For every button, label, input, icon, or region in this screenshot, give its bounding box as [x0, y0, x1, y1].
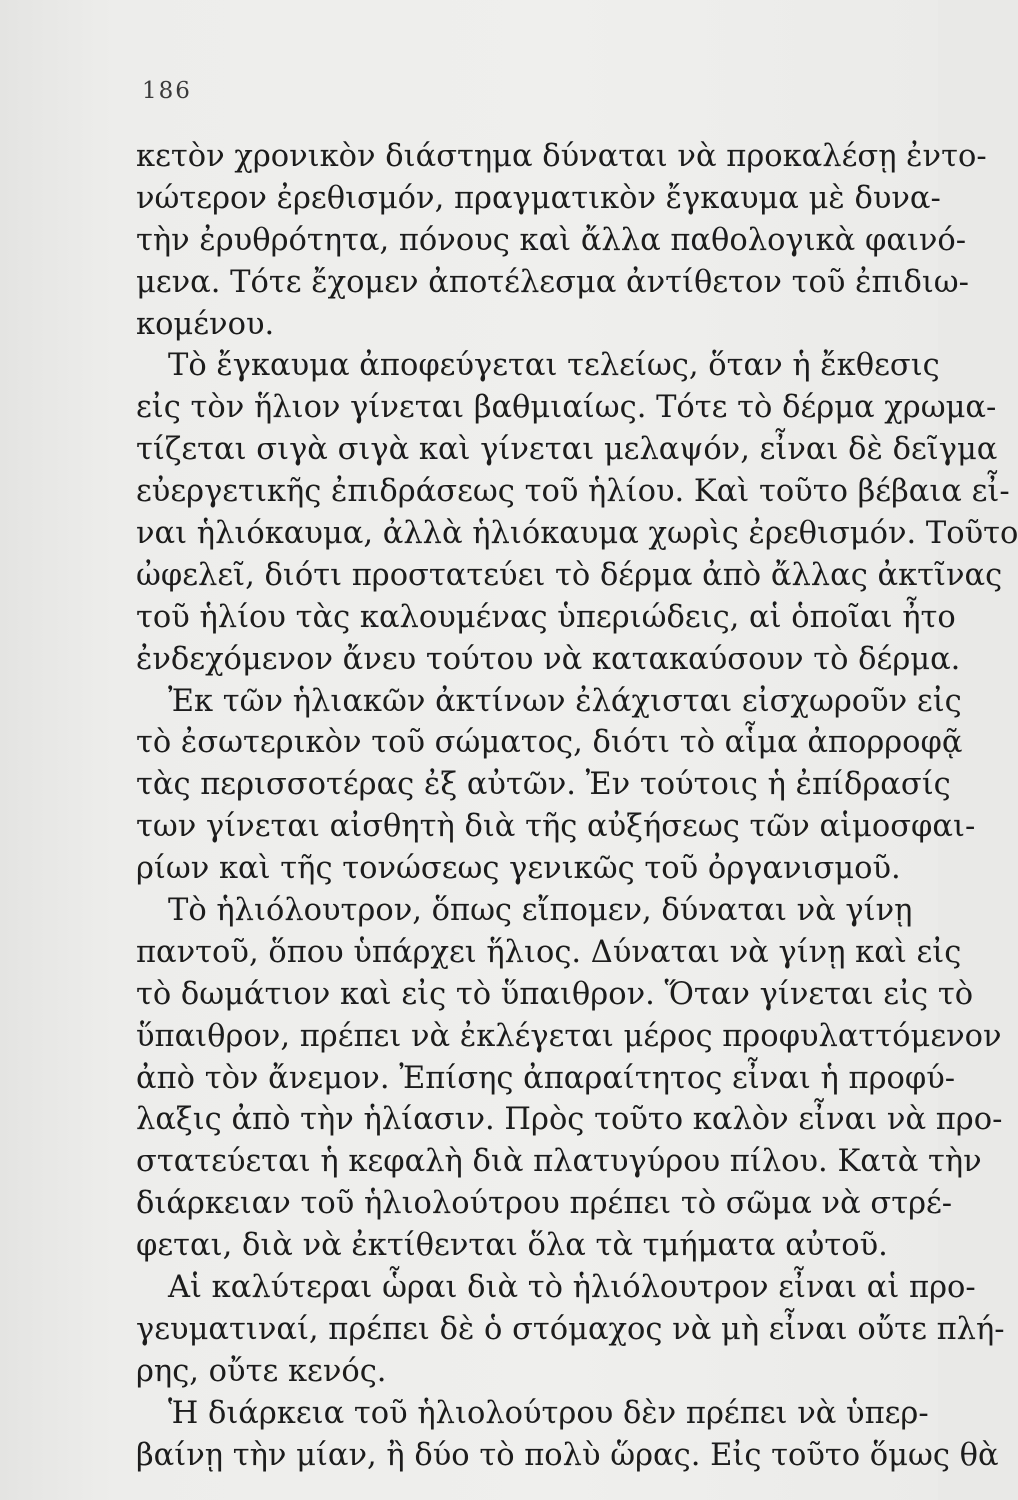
text-line: τὰς περισσοτέρας ἐξ αὐτῶν. Ἐν τούτοις ἡ ἐπίδρασίς: [136, 767, 951, 803]
text-line: εὐεργετικῆς ἐπιδράσεως τοῦ ἡλίου. Καὶ τοῦτο βέβαια εἶ-: [136, 474, 1010, 510]
text-line: διάρκειαν τοῦ ἡλιολούτρου πρέπει τὸ σῶμα νὰ στρέ-: [136, 1186, 953, 1222]
text-line: ρίων καὶ τῆς τονώσεως γενικῶς τοῦ ὀργανισμοῦ.: [136, 851, 901, 887]
text-line: Τὸ ἡλιόλουτρον, ὅπως εἴπομεν, δύναται νὰ γίνῃ: [168, 893, 913, 929]
text-line: Τὸ ἔγκαυμα ἀποφεύγεται τελείως, ὅταν ἡ ἔκθεσις: [168, 348, 940, 384]
text-line: τοῦ ἡλίου τὰς καλουμένας ὑπεριώδεις, αἱ ὁποῖαι ἦτο: [136, 599, 956, 635]
text-line: Ἐκ τῶν ἡλιακῶν ἀκτίνων ἐλάχισται εἰσχωροῦν εἰς: [168, 683, 962, 719]
text-line: τὴν ἐρυθρότητα, πόνους καὶ ἄλλα παθολογικὰ φαινό-: [136, 222, 967, 258]
text-line: παντοῦ, ὅπου ὑπάρχει ἥλιος. Δύναται νὰ γίνῃ καὶ εἰς: [136, 934, 962, 970]
text-line: Αἱ καλύτεραι ὧραι διὰ τὸ ἡλιόλουτρον εἶναι αἱ προ-: [168, 1270, 976, 1306]
text-line: νώτερον ἐρεθισμόν, πραγματικὸν ἔγκαυμα μὲ δυνα-: [136, 180, 941, 216]
text-line: στατεύεται ἡ κεφαλὴ διὰ πλατυγύρου πίλου. Κατὰ τὴν: [136, 1144, 982, 1180]
text-line: ρης, οὔτε κενός.: [136, 1353, 387, 1389]
text-line: Ἡ διάρκεια τοῦ ἡλιολούτρου δὲν πρέπει νὰ ὑπερ-: [168, 1395, 929, 1431]
text-line: ἀπὸ τὸν ἄνεμον. Ἐπίσης ἀπαραίτητος εἶναι ἡ προφύ-: [136, 1060, 956, 1096]
text-line: κετὸν χρονικὸν διάστημα δύναται νὰ προκαλέσῃ ἐντο-: [136, 139, 987, 174]
text-line: γευματιναί, πρέπει δὲ ὁ στόμαχος νὰ μὴ εἶναι οὔτε πλή-: [136, 1311, 1005, 1347]
text-line: ὠφελεῖ, διότι προστατεύει τὸ δέρμα ἀπὸ ἄλλας ἀκτῖνας: [136, 557, 1003, 593]
body-text: [136, 136, 1018, 1477]
text-line: τὸ δωμάτιον καὶ εἰς τὸ ὕπαιθρον. Ὅταν γίνεται εἰς τὸ: [136, 976, 974, 1012]
text-line: τὸ ἐσωτερικὸν τοῦ σώματος, διότι τὸ αἷμα ἀπορροφᾷ: [136, 725, 963, 761]
text-line: μενα. Τότε ἔχομεν ἀποτέλεσμα ἀντίθετον τοῦ ἐπιδιω-: [136, 264, 969, 300]
text-line: ναι ἡλιόκαυμα, ἀλλὰ ἡλιόκαυμα χωρὶς ἐρεθισμόν. Τοῦτο: [136, 516, 1018, 552]
text-line: εἰς τὸν ἥλιον γίνεται βαθμιαίως. Τότε τὸ δέρμα χρωμα-: [136, 390, 997, 426]
text-line: τίζεται σιγὰ σιγὰ καὶ γίνεται μελαψόν, εἶναι δὲ δεῖγμα: [136, 432, 998, 468]
page-number: 186: [142, 78, 192, 104]
text-line: κομένου.: [136, 306, 275, 342]
text-line: λαξις ἀπὸ τὴν ἡλίασιν. Πρὸς τοῦτο καλὸν εἶναι νὰ προ-: [136, 1102, 1003, 1138]
text-line: ἐνδεχόμενον ἄνευ τούτου νὰ κατακαύσουν τὸ δέρμα.: [136, 641, 961, 677]
text-line: ὕπαιθρον, πρέπει νὰ ἐκλέγεται μέρος προφυλαττόμενον: [136, 1018, 1002, 1054]
text-line: βαίνῃ τὴν μίαν, ἢ δύο τὸ πολὺ ὥρας. Εἰς τοῦτο ὅμως θὰ: [136, 1437, 999, 1473]
text-line: φεται, διὰ νὰ ἐκτίθενται ὅλα τὰ τμήματα αὐτοῦ.: [136, 1228, 888, 1264]
text-line: των γίνεται αἰσθητὴ διὰ τῆς αὐξήσεως τῶν αἱμοσφαι-: [136, 809, 976, 845]
